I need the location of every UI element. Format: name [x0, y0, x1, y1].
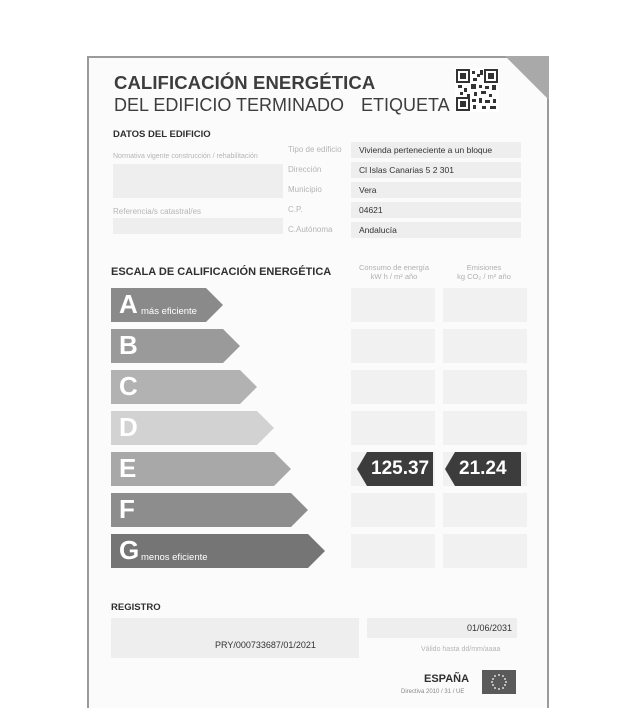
scale-row-cells-d [351, 411, 527, 445]
address-label: Dirección [288, 165, 322, 174]
energy-class-letter: E [119, 453, 137, 483]
energy-class-letter: B [119, 330, 138, 360]
region-value: Andalucía [359, 225, 397, 235]
municipality-label: Municipio [288, 185, 322, 194]
energy-class-arrow-d [111, 411, 275, 445]
scale-row-cells-a [351, 288, 527, 322]
country-name: ESPAÑA [424, 673, 470, 685]
consumption-value: 125.37 [371, 458, 430, 479]
emissions-column-header: Emisiones kg CO₂ / m² año [457, 263, 511, 281]
region-label: C.Autónoma [288, 225, 333, 234]
eu-flag-icon [482, 670, 516, 694]
address-value: Cl Islas Canarias 5 2 301 [359, 165, 454, 175]
label-title-line1: CALIFICACIÓN ENERGÉTICA [114, 72, 376, 93]
regulation-label: Normativa vigente construcción / rehabilitación [113, 153, 258, 160]
energy-scale-heading: ESCALA DE CALIFICACIÓN ENERGÉTICA [111, 266, 332, 278]
qr-code-icon [455, 68, 499, 112]
energy-class-letter: C [119, 371, 138, 401]
building-data-heading: DATOS DEL EDIFICIO [113, 129, 211, 140]
registry-heading: REGISTRO [111, 602, 161, 613]
energy-class-note: menos eficiente [141, 552, 208, 563]
energy-class-arrow-e [111, 452, 292, 486]
building-type-value: Vivienda perteneciente a un bloque [359, 145, 493, 155]
cadastral-label: Referencia/s catastral/es [113, 207, 202, 216]
energy-label-card [87, 56, 549, 708]
energy-class-arrow-b [111, 329, 241, 363]
registry-number-box [111, 618, 359, 658]
folded-corner [505, 56, 549, 100]
label-title-line2: DEL EDIFICIO TERMINADO [114, 95, 345, 115]
regulation-value-box [113, 164, 283, 198]
energy-class-arrow-shape [111, 452, 292, 486]
emissions-badge [445, 452, 521, 486]
emissions-value: 21.24 [459, 458, 507, 479]
consumption-badge [357, 452, 433, 486]
scale-row-cells-g [351, 534, 527, 568]
energy-class-arrow-g [111, 534, 326, 568]
postal-code-label: C.P. [288, 205, 303, 214]
energy-class-letter: G [119, 535, 140, 565]
directive-text: Directiva 2010 / 31 / UE [401, 689, 465, 695]
validity-date: 01/06/2031 [467, 623, 513, 633]
energy-class-note: más eficiente [141, 306, 197, 317]
validity-label: Válido hasta dd/mm/aaaa [421, 646, 501, 653]
postal-code-value: 04621 [359, 205, 383, 215]
registry-number: PRY/000733687/01/2021 [215, 640, 316, 650]
energy-class-letter: A [119, 289, 138, 319]
energy-class-arrow-a [111, 288, 224, 322]
label-etiqueta: ETIQUETA [361, 95, 450, 115]
municipality-value: Vera [359, 185, 377, 195]
energy-class-arrow-f [111, 493, 309, 527]
building-type-label: Tipo de edificio [288, 145, 342, 154]
scale-row-cells-f [351, 493, 527, 527]
energy-class-arrow-shape [111, 493, 309, 527]
scale-row-cells-b [351, 329, 527, 363]
energy-class-letter: F [119, 494, 135, 524]
consumption-column-header: Consumo de energía kW h / m² año [358, 263, 430, 281]
scale-row-cells-c [351, 370, 527, 404]
energy-class-letter: D [119, 412, 138, 442]
energy-class-arrow-c [111, 370, 258, 404]
cadastral-value-box [113, 218, 283, 234]
